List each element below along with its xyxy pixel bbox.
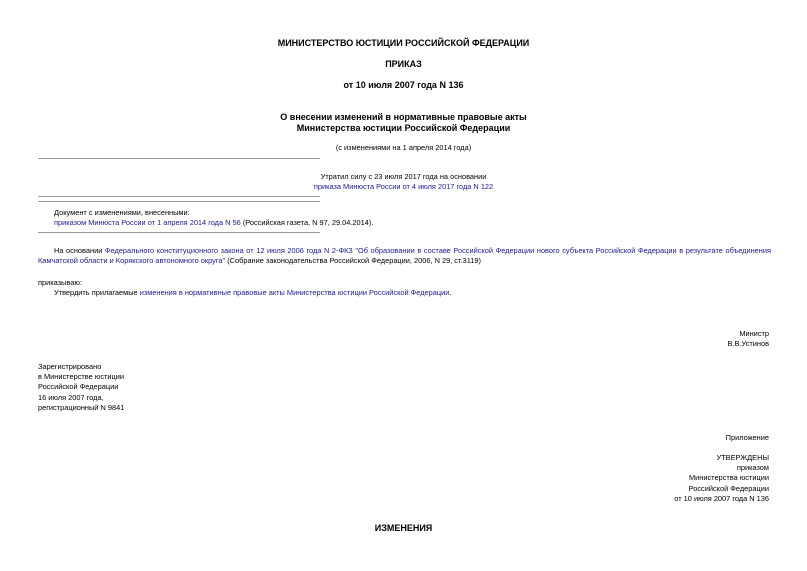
amendments-source: (Российская газета, N 97, 29.04.2014). (240, 218, 374, 227)
basis-prefix: На основании (54, 246, 105, 255)
divider (38, 201, 320, 202)
approve-paragraph (54, 288, 451, 297)
divider (38, 196, 320, 197)
registration-line-3: Российской Федерации (38, 382, 119, 392)
registration-line-5: регистрационный N 9841 (38, 402, 125, 412)
basis-suffix: (Собрание законодательства Российской Федерации, 2006, N 29, ст.3119) (225, 256, 481, 265)
registration-line-1: Зарегистрировано (38, 362, 102, 371)
registration-line-4: 16 июля 2007 года, (38, 392, 104, 402)
approval-line-2: приказом (736, 463, 769, 473)
changes-link[interactable]: изменения в нормативные правовые акты Министерства юстиции Российской Федерации (139, 288, 450, 297)
doc-type-heading: ПРИКАЗ (385, 59, 422, 69)
approval-line-1: УТВЕРЖДЕНЫ (716, 453, 769, 462)
amendments-intro: Документ с изменениями, внесенными: (54, 208, 190, 217)
approval-line-5: от 10 июля 2007 года N 136 (674, 493, 769, 503)
divider (38, 158, 320, 159)
approval-line-4: Российской Федерации (688, 483, 769, 493)
signature-name: В.В.Устинов (727, 339, 769, 349)
date-number: от 10 июля 2007 года N 136 (343, 80, 464, 90)
title-line-2: Министерства юстиции Российской Федерации (296, 123, 511, 133)
lost-force-note: Утратил силу с 23 июля 2017 года на основании (320, 172, 487, 181)
revision-note: (с изменениями на 1 апреля 2014 года) (335, 143, 472, 152)
approve-suffix: . (449, 288, 452, 297)
registration-block (38, 362, 124, 413)
approval-block (674, 453, 769, 504)
signature-position: Министр (739, 329, 769, 338)
federal-law-link[interactable]: Федерального конституционного закона от 12 июля 2006 года N 2-ФКЗ "Об образовании в составе Российской Федерации нового субъекта Российской Федерации в результате объединения Камчатской области и Корякского автономного округа" (38, 246, 771, 265)
appendix-label: Приложение (725, 433, 769, 442)
amendments-line (54, 218, 373, 227)
changes-heading: ИЗМЕНЕНИЯ (374, 523, 433, 533)
amendments-link[interactable]: приказом Минюста России от 1 апреля 2014 года N 56 (54, 218, 241, 227)
signature-block (728, 329, 770, 349)
order-word: приказываю: (38, 278, 82, 287)
title-line-1: О внесении изменений в нормативные правовые акты (280, 112, 527, 122)
basis-link[interactable]: приказа Минюста России от 4 июля 2017 года N 122 (313, 182, 494, 191)
approval-line-3: Министерства юстиции (688, 473, 769, 483)
ministry-heading: МИНИСТЕРСТВО ЮСТИЦИИ РОССИЙСКОЙ ФЕДЕРАЦИИ (277, 38, 530, 48)
basis-paragraph (38, 246, 771, 266)
registration-line-2: в Министерстве юстиции (38, 372, 125, 382)
approve-prefix: Утвердить прилагаемые (54, 288, 140, 297)
divider (38, 232, 320, 233)
